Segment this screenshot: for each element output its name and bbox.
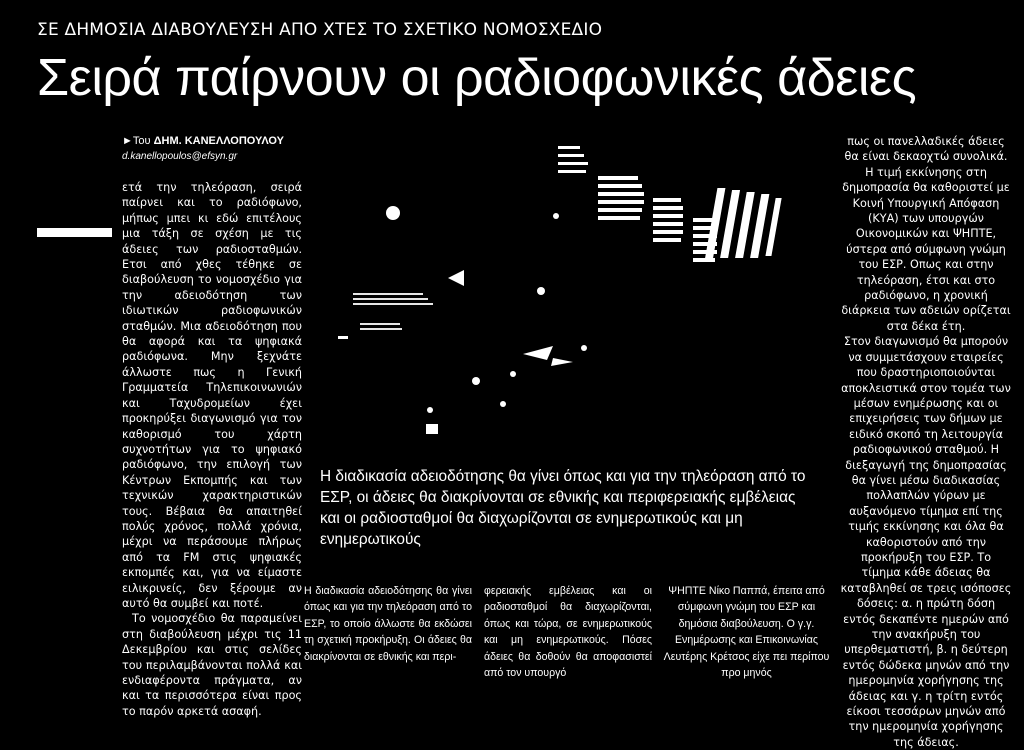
- article-column-2: Η διαδικασία αδειοδότησης θα γίνει όπως και για την τηλεόραση από το ΕΣΡ, το οποίο άλλωστε θα εκδώσει τη σχετική προκήρυξη. Οι άδειες θα διακρίνονται σε εθνικής και περι-: [304, 585, 472, 663]
- drop-cap-bar: [37, 228, 112, 237]
- byline-prefix: ►Του: [122, 135, 154, 147]
- article-column-5: [840, 134, 1012, 750]
- article-column-4: ΨΗΠΤΕ Νίκο Παππά, έπειτα από σύμφωνη γνώμη του ΕΣΡ και δημόσια διαβούλευση. Ο γ.γ. Ενημέρωσης και Επικοινωνίας Λευτέρης Κρέτσος είχε πει περίπου προ μηνός: [663, 585, 830, 680]
- article-column-1: [122, 180, 302, 719]
- photo-caption: Η διαδικασία αδειοδότησης θα γίνει όπως και για την τηλεόραση από το ΕΣΡ, οι άδειες θα διακρίνονται σε εθνικής και περιφερειακής εμβέλειας και οι ραδιοσταθμοί θα διαχωρίζονται σε ενημερωτικούς και μη ενημερωτικούς: [320, 468, 806, 548]
- article-column-3: φερειακής εμβέλειας και οι ραδιοσταθμοί θα διαχωρίζονται, όπως και τώρα, σε ενημερωτικούς και μη ενημερωτικούς. Πόσες άδειες θα δοθούν θα αποφασιστεί από τον υπουργό: [484, 585, 652, 680]
- paragraph: ετά την τηλεόραση, σειρά παίρνει και το ραδιόφωνο, μήπως μπει κι εδώ επιτέλους μια τάξη σε σχέση με τις άδειες των ραδιοσταθμών. Ετσι από χθες τέθηκε σε διαβούλευση το νομοσχέδιο για την αδειοδότηση των ιδιωτικών ραδιοφωνικών σταθμών. Μια αδειοδότηση που θα αφορά και τα ψηφιακά ραδιόφωνα. Μην ξεχνάτε άλλωστε πως η Γενική Γραμματεία Τηλεπικοινωνιών και Ταχυδρομείων έχει προκηρύξει διαγωνισμό για τον καθορισμό του χάρτη συχνοτήτων για το ψηφιακό ραδιόφωνο, την επιλογή των Κέντρων Εκπομπής και των τεχνικών χαρακτηριστικών τους. Βέβαια θα απαιτηθεί πολύς χρόνος, πολλά χρόνια, μέχρι να περάσουμε πλήρως από τα FM στις ψηφιακές εκπομπές και, για να είμαστε ειλικρινείς, δεν ξέρουμε αν αυτό θα συμβεί και ποτέ.: [122, 181, 302, 610]
- photo-graphic: [308, 128, 833, 460]
- headline: Σειρά παίρνουν οι ραδιοφωνικές άδειες: [37, 49, 917, 107]
- byline-author: ΔΗΜ. ΚΑΝΕΛΛΟΠΟΥΛΟΥ: [153, 135, 284, 147]
- paragraph: Στον διαγωνισμό θα μπορούν να συμμετάσχουν εταιρείες που δραστηριοποιούνται αποκλειστικά στον τομέα των μέσων ενημέρωσης και οι επιχειρήσεις των δήμων με ειδικό σκοπό τη λειτουργία ραδιοφωνικού σταθμού. Η διεξαγωγή της δημοπρασίας θα γίνει μέσω διαδικασίας πολλαπλών γύρων με αυξανόμενο τίμημα επί της τιμής εκκίνησης και όλα θα καθοριστούν από την προκήρυξη του ΕΣΡ. Το τίμημα κάθε άδειας θα καταβληθεί σε τρεις ισόποσες δόσεις: α. η πρώτη δόση εντός δεκαπέντε ημερών από την ανακήρυξη του υπερθεματιστή, β. η δεύτερη εντός δώδεκα μηνών από την ημερομηνία χορήγησης της άδειας και γ. η τρίτη εντός είκοσι τεσσάρων μηνών από την ημερομηνία χορήγησης της άδειας.: [840, 335, 1012, 749]
- paragraph: Το νομοσχέδιο θα παραμείνει στη διαβούλευση μέχρι τις 11 Δεκεμβρίου και στις σελίδες του περιλαμβάνονται πολλά και ενδιαφέροντα πράγματα, αν και τα περισσότερα είναι προς το παρόν αρκετά ασαφή.: [122, 612, 302, 718]
- paragraph: πως οι πανελλαδικές άδειες θα είναι δεκαοχτώ συνολικά. Η τιμή εκκίνησης στη δημοπρασία θα καθοριστεί με Κοινή Υπουργική Απόφαση (ΚΥΑ) των υπουργών Οικονομικών και ΨΗΠΤΕ, ύστερα από σύμφωνη γνώμη του ΕΣΡ. Οπως και στην τηλεόραση, έτσι και στο ραδιόφωνο, η χρονική διάρκεια των αδειών ορίζεται στα δέκα έτη.: [841, 135, 1011, 333]
- byline: [122, 134, 284, 148]
- kicker: ΣΕ ΔΗΜΟΣΙΑ ΔΙΑΒΟΥΛΕΥΣΗ ΑΠΟ ΧΤΕΣ ΤΟ ΣΧΕΤΙΚΟ ΝΟΜΟΣΧΕΔΙΟ: [37, 20, 603, 40]
- author-email: d.kanellopoulos@efsyn.gr: [122, 151, 238, 162]
- radio-equipment-photo: [308, 128, 833, 460]
